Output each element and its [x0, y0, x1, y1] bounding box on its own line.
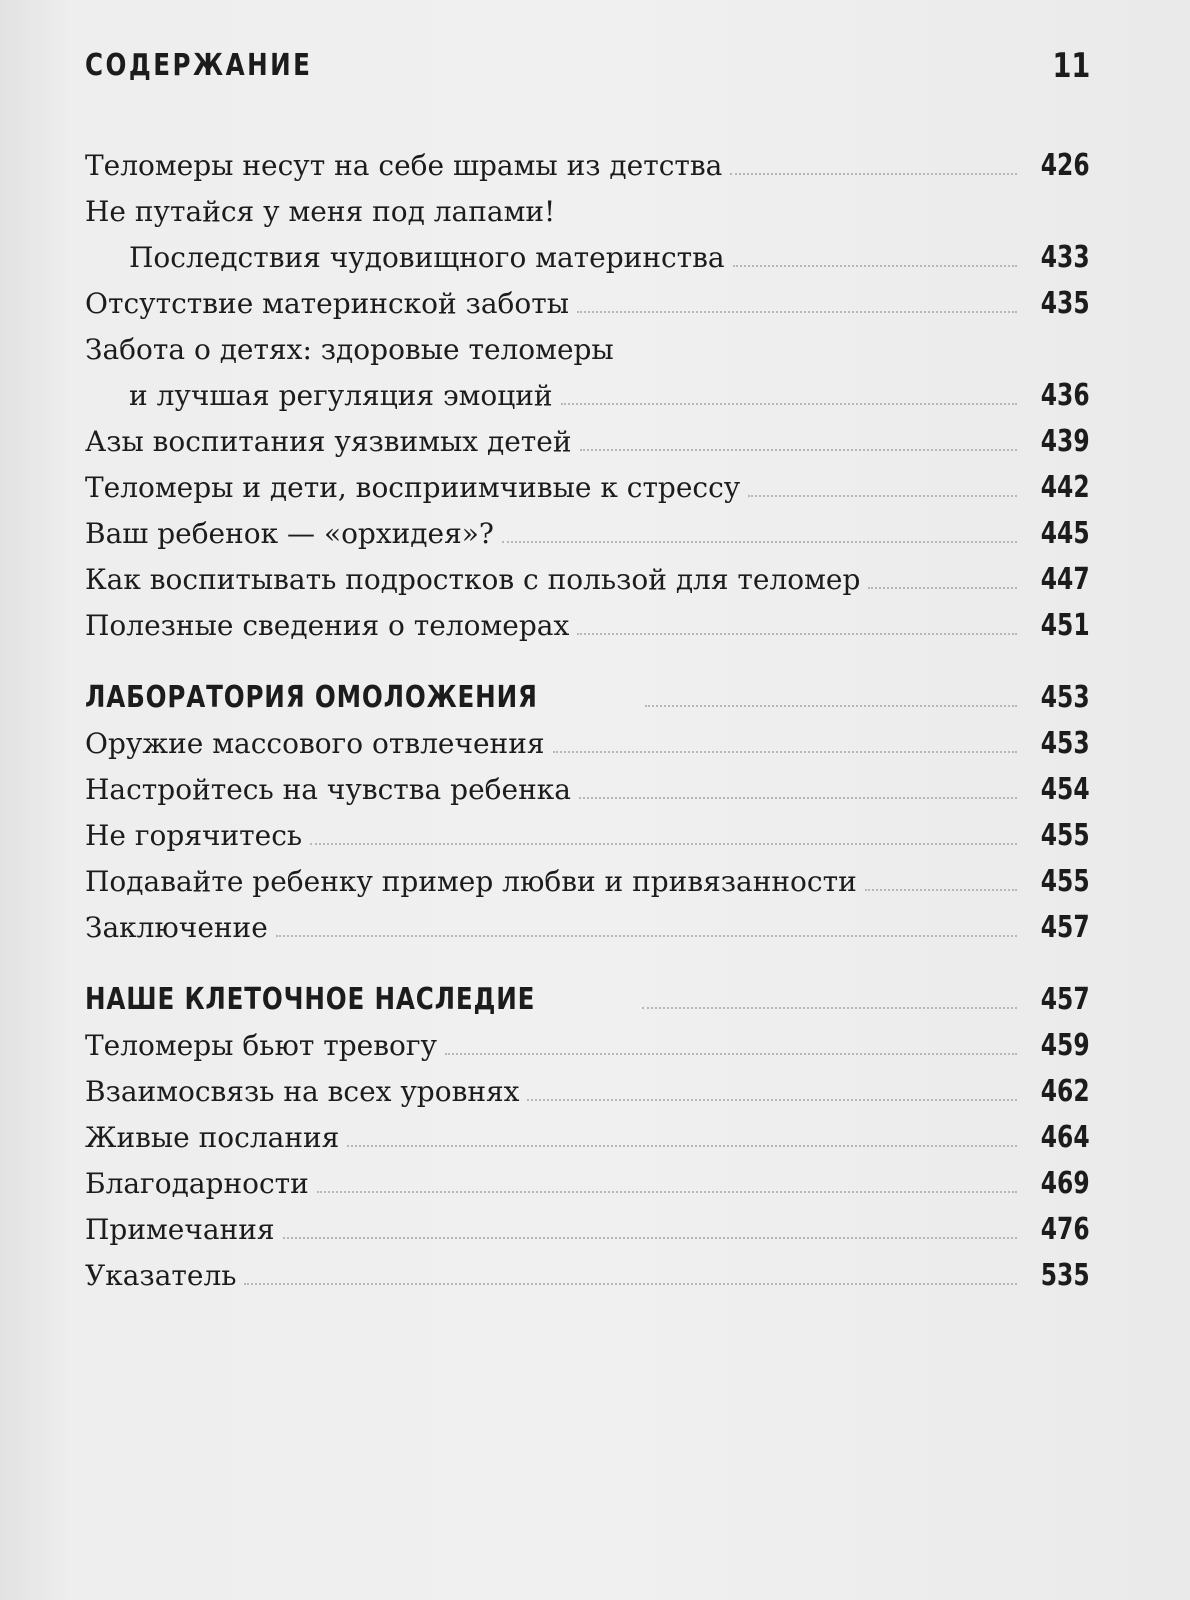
running-header [85, 42, 1090, 92]
toc-entry [85, 506, 1090, 552]
toc-section-title: НАШЕ КЛЕТОЧНОЕ НАСЛЕДИЕ [85, 982, 536, 1017]
dot-leader [579, 796, 1017, 799]
toc-entry-page: 439 [1041, 424, 1090, 459]
dot-leader [642, 1006, 1017, 1009]
toc-entry [85, 460, 1090, 506]
toc-entry-page: 462 [1041, 1074, 1090, 1109]
dot-leader [244, 1282, 1017, 1285]
toc-entry-title: Подавайте ребенку пример любви и привязанности [85, 865, 857, 898]
toc-entry-title: Забота о детях: здоровые теломеры [85, 333, 614, 366]
running-header-title: СОДЕРЖАНИЕ [85, 48, 313, 83]
toc-entry-title: Заключение [85, 911, 268, 944]
toc-entry-page: 457 [1041, 982, 1090, 1017]
toc-section-heading [85, 966, 1090, 1018]
toc-entry [85, 368, 1090, 414]
toc-entry-page: 459 [1041, 1028, 1090, 1063]
toc-entry-title: Указатель [85, 1259, 237, 1292]
dot-leader [317, 1190, 1018, 1193]
running-header-page-number: 11 [1052, 46, 1090, 86]
dot-leader [577, 632, 1017, 635]
toc-entry [85, 762, 1090, 808]
toc-entry-page: 435 [1041, 286, 1090, 321]
toc-section-heading [85, 664, 1090, 716]
toc-entry [85, 276, 1090, 322]
dot-leader [748, 494, 1017, 497]
dot-leader [502, 540, 1017, 543]
toc-entry-title: Взаимосвязь на всех уровнях [85, 1075, 520, 1108]
dot-leader [730, 172, 1017, 175]
toc-entry-page: 433 [1041, 240, 1090, 275]
toc-entry-page: 445 [1041, 516, 1090, 551]
toc-entry-title: Не путайся у меня под лапами! [85, 195, 556, 228]
toc-entry-page: 535 [1041, 1258, 1090, 1293]
dot-leader [347, 1144, 1017, 1147]
toc-entry-title: Ваш ребенок — «орхидея»? [85, 517, 494, 550]
toc-entry-title: Отсутствие материнской заботы [85, 287, 569, 320]
toc-entry-title: Не горячитесь [85, 819, 303, 852]
toc-entry-title: и лучшая регуляция эмоций [129, 379, 553, 412]
table-of-contents [85, 138, 1090, 1294]
toc-entry-page: 454 [1041, 772, 1090, 807]
dot-leader [310, 842, 1017, 845]
toc-entry [85, 598, 1090, 644]
dot-leader [645, 704, 1017, 707]
toc-entry-title: Как воспитывать подростков с пользой для теломер [85, 563, 861, 596]
toc-entry-title: Оружие массового отвлечения [85, 727, 545, 760]
dot-leader [561, 402, 1018, 405]
toc-entry [85, 1064, 1090, 1110]
toc-entry-page: 455 [1041, 864, 1090, 899]
toc-entry-title: Теломеры бьют тревогу [85, 1029, 437, 1062]
dot-leader [733, 264, 1018, 267]
toc-entry-title: Полезные сведения о теломерах [85, 609, 570, 642]
toc-entry-page: 464 [1041, 1120, 1090, 1155]
dot-leader [865, 888, 1018, 891]
toc-entry-page: 451 [1041, 608, 1090, 643]
dot-leader [553, 750, 1018, 753]
toc-entry-title: Теломеры и дети, восприимчивые к стрессу [85, 471, 741, 504]
dot-leader [445, 1052, 1017, 1055]
toc-entry-page: 447 [1041, 562, 1090, 597]
toc-entry-page: 469 [1041, 1166, 1090, 1201]
toc-entry-title: Благодарности [85, 1167, 309, 1200]
dot-leader [527, 1098, 1017, 1101]
dot-leader [868, 586, 1017, 589]
toc-entry [85, 1018, 1090, 1064]
toc-entry-page: 453 [1041, 726, 1090, 761]
toc-entry-page: 457 [1041, 910, 1090, 945]
toc-entry [85, 230, 1090, 276]
dot-leader [283, 1236, 1018, 1239]
toc-entry [85, 808, 1090, 854]
toc-entry [85, 1248, 1090, 1294]
toc-entry [85, 900, 1090, 946]
toc-entry [85, 138, 1090, 184]
toc-entry-title: Настройтесь на чувства ребенка [85, 773, 571, 806]
toc-entry-page: 442 [1041, 470, 1090, 505]
toc-entry [85, 1110, 1090, 1156]
toc-entry-page: 453 [1041, 680, 1090, 715]
toc-entry [85, 1156, 1090, 1202]
toc-section-title: ЛАБОРАТОРИЯ ОМОЛОЖЕНИЯ [85, 680, 538, 715]
toc-entry-page: 436 [1041, 378, 1090, 413]
toc-entry-page: 455 [1041, 818, 1090, 853]
toc-entry-page: 426 [1041, 148, 1090, 183]
toc-entry [85, 552, 1090, 598]
dot-leader [577, 310, 1017, 313]
toc-entry [85, 184, 1090, 230]
toc-entry [85, 322, 1090, 368]
toc-entry [85, 1202, 1090, 1248]
toc-entry [85, 854, 1090, 900]
toc-entry-title: Последствия чудовищного материнства [129, 241, 725, 274]
dot-leader [276, 934, 1018, 937]
toc-entry-title: Примечания [85, 1213, 275, 1246]
toc-entry [85, 716, 1090, 762]
dot-leader [580, 448, 1018, 451]
toc-entry [85, 414, 1090, 460]
toc-entry-title: Живые послания [85, 1121, 340, 1154]
toc-entry-title: Теломеры несут на себе шрамы из детства [85, 149, 723, 182]
toc-entry-page: 476 [1041, 1212, 1090, 1247]
toc-entry-title: Азы воспитания уязвимых детей [85, 425, 572, 458]
